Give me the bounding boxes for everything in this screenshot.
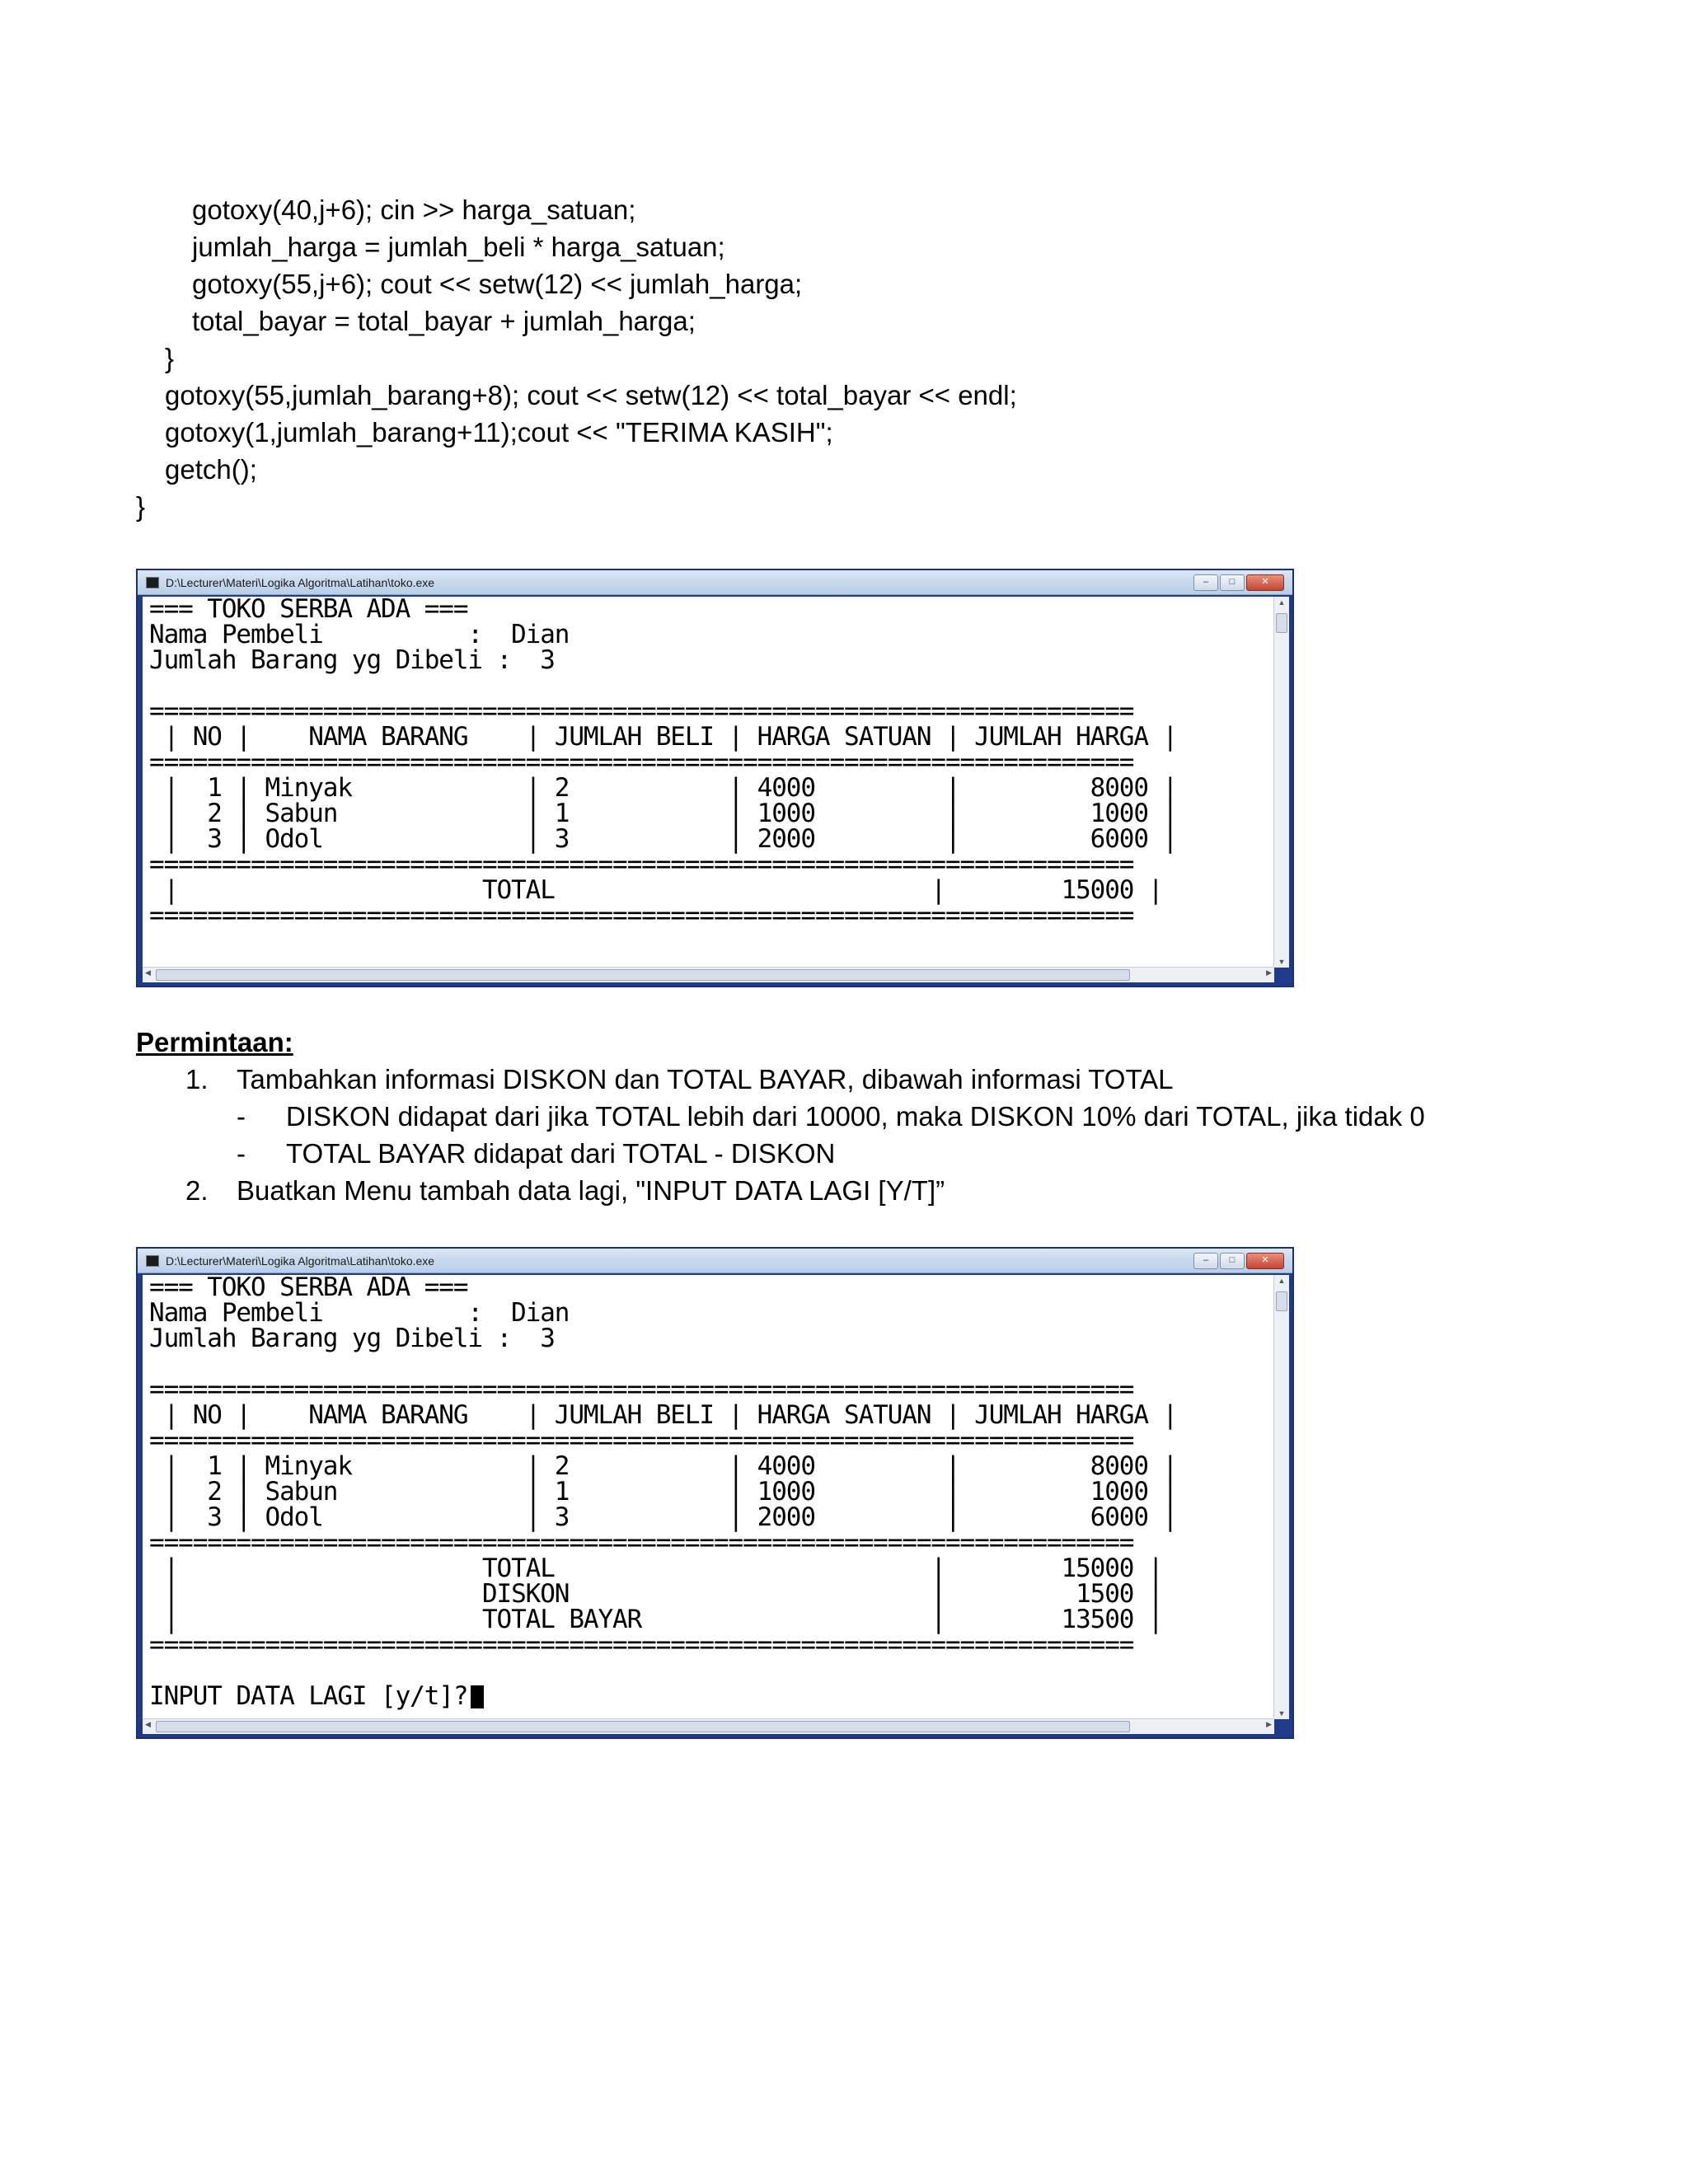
- sub-list-item-text: DISKON didapat dari jika TOTAL lebih dari 10000, maka DISKON 10% dari TOTAL, jika tidak 0: [286, 1101, 1425, 1132]
- close-icon: ✕: [1246, 574, 1284, 591]
- scroll-up-icon: ▲: [1278, 598, 1286, 607]
- code-line: gotoxy(1,jumlah_barang+11);cout << "TERIMA KASIH";: [165, 417, 833, 448]
- console-output-area: [143, 1275, 1274, 1719]
- console-output-area: [143, 597, 1274, 968]
- window-titlebar: [138, 1249, 1292, 1273]
- code-line: }: [165, 343, 175, 373]
- scroll-left-icon: ◀: [145, 968, 151, 977]
- list-item-text: Buatkan Menu tambah data lagi, "INPUT DATA LAGI [Y/T]”: [237, 1175, 945, 1206]
- close-icon: ✕: [1246, 1253, 1284, 1269]
- window-titlebar: [138, 570, 1292, 595]
- maximize-icon: □: [1220, 574, 1245, 591]
- console-app-icon: [146, 577, 159, 588]
- scroll-thumb: [156, 969, 1130, 981]
- scroll-thumb: [1276, 1291, 1287, 1311]
- scroll-right-icon: ▶: [1266, 968, 1272, 977]
- sub-list-item: [136, 1098, 1537, 1135]
- code-line: gotoxy(40,j+6); cin >> harga_satuan;: [192, 194, 636, 225]
- text-cursor: [471, 1685, 484, 1708]
- code-listing: [136, 191, 1372, 525]
- bullet-dash: -: [237, 1138, 246, 1169]
- minimize-icon: –: [1193, 574, 1218, 591]
- horizontal-scrollbar: [143, 1718, 1274, 1734]
- scroll-up-icon: ▲: [1278, 1277, 1286, 1285]
- console-app-icon: [146, 1255, 159, 1267]
- sub-list-item: [136, 1135, 1537, 1172]
- requests-heading: Permintaan:: [136, 1027, 293, 1057]
- scroll-down-icon: ▼: [1278, 958, 1286, 966]
- code-line: }: [136, 491, 146, 522]
- code-line: getch();: [165, 454, 257, 485]
- minimize-icon: –: [1193, 1253, 1218, 1269]
- scroll-down-icon: ▼: [1278, 1709, 1286, 1718]
- list-item: [136, 1172, 1537, 1209]
- console-output: === TOKO SERBA ADA === Nama Pembeli : Dian Jumlah Barang yg Dibeli : 3 ==================================================================== | NO | NAMA BARANG | JUMLAH BELI | HARGA SATUAN | JUMLAH HARGA | ==================================================================== | 1 | Minyak | 2 | 4000 | 8000 | | 2 | Sabun | 1 | 1000 | 1000 | | 3 | Odol | 3 | 2000 | 6000 | ==================================================================== | TOTAL | 15000 | | DISKON | 1500 | | TOTAL BAYAR | 13500 | ==================================================================== INPUT DATA LAGI [y/t]?: [149, 1275, 1178, 1711]
- requests-section: [136, 1024, 1537, 1209]
- code-line: gotoxy(55,jumlah_barang+8); cout << setw(12) << total_bayar << endl;: [165, 380, 1017, 410]
- maximize-icon: □: [1220, 1253, 1245, 1269]
- list-item-number: 1.: [185, 1064, 209, 1094]
- list-item: [136, 1061, 1537, 1098]
- console-window-screenshot-2: [136, 1247, 1294, 1739]
- scroll-thumb: [1276, 613, 1287, 633]
- window-title: D:\Lecturer\Materi\Logika Algoritma\Latihan\toko.exe: [166, 1254, 435, 1268]
- window-title: D:\Lecturer\Materi\Logika Algoritma\Latihan\toko.exe: [166, 575, 435, 589]
- scroll-left-icon: ◀: [145, 1720, 151, 1728]
- scroll-thumb: [156, 1721, 1130, 1732]
- bullet-dash: -: [237, 1101, 246, 1132]
- scroll-right-icon: ▶: [1266, 1720, 1272, 1728]
- sub-list-item-text: TOTAL BAYAR didapat dari TOTAL - DISKON: [286, 1138, 836, 1169]
- code-line: jumlah_harga = jumlah_beli * harga_satuan;: [192, 232, 725, 262]
- vertical-scrollbar: [1273, 597, 1289, 968]
- list-item-number: 2.: [185, 1175, 209, 1206]
- list-item-text: Tambahkan informasi DISKON dan TOTAL BAYAR, dibawah informasi TOTAL: [237, 1064, 1174, 1094]
- horizontal-scrollbar: [143, 967, 1274, 982]
- code-line: gotoxy(55,j+6); cout << setw(12) << jumlah_harga;: [192, 269, 803, 299]
- code-line: total_bayar = total_bayar + jumlah_harga;: [192, 306, 696, 336]
- vertical-scrollbar: [1273, 1275, 1289, 1719]
- console-window-screenshot-1: [136, 569, 1294, 987]
- console-output: === TOKO SERBA ADA === Nama Pembeli : Dian Jumlah Barang yg Dibeli : 3 ==================================================================== | NO | NAMA BARANG | JUMLAH BELI | HARGA SATUAN | JUMLAH HARGA | ==================================================================== | 1 | Minyak | 2 | 4000 | 8000 | | 2 | Sabun | 1 | 1000 | 1000 | | 3 | Odol | 3 | 2000 | 6000 | ==================================================================== | TOTAL | 15000 | ====================================================================: [149, 597, 1178, 930]
